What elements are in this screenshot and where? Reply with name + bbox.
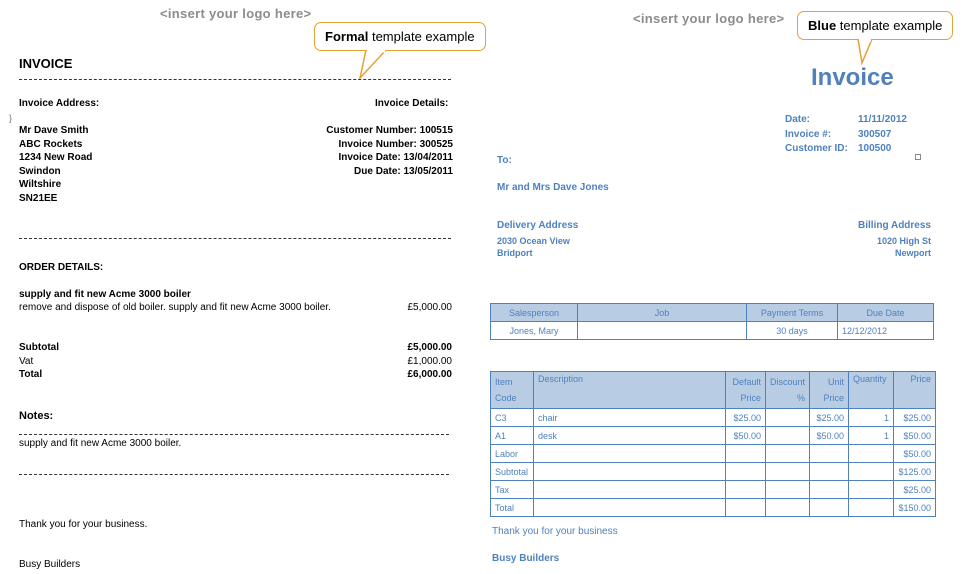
table-row xyxy=(491,427,936,445)
item-unit-price: $25.00 xyxy=(810,409,849,427)
formal-item-description: remove and dispose of old boiler. supply and fit new Acme 3000 boiler. xyxy=(19,302,331,313)
item-unit-price xyxy=(810,463,849,481)
formal-title: INVOICE xyxy=(19,56,73,71)
items-header-description: Description xyxy=(534,372,726,409)
formal-address-line: Mr Dave Smith xyxy=(19,125,89,136)
table-row xyxy=(491,445,936,463)
item-discount xyxy=(766,409,810,427)
job-cell-payment-terms: 30 days xyxy=(747,322,838,340)
item-default-price: $50.00 xyxy=(726,427,766,445)
blue-job-table xyxy=(490,303,934,340)
item-discount xyxy=(766,463,810,481)
blue-delivery-line: Bridport xyxy=(497,248,533,258)
item-default-price xyxy=(726,445,766,463)
item-price: $25.00 xyxy=(894,481,936,499)
formal-item-amount: £5,000.00 xyxy=(407,302,452,313)
item-description xyxy=(534,499,726,517)
item-unit-price xyxy=(810,445,849,463)
items-header-default-price-label: Price xyxy=(740,393,761,403)
formal-divider-1 xyxy=(19,79,451,80)
items-header-unit: Unit xyxy=(828,377,845,387)
item-discount xyxy=(766,445,810,463)
item-price: $50.00 xyxy=(894,445,936,463)
items-header-quantity: Quantity xyxy=(849,372,894,409)
formal-vat-value: £1,000.00 xyxy=(407,356,452,367)
item-quantity xyxy=(849,445,894,463)
item-unit-price xyxy=(810,499,849,517)
formal-callout-tail xyxy=(358,50,398,80)
formal-detail-line: Customer Number: 100515 xyxy=(326,125,453,136)
table-row xyxy=(491,463,936,481)
blue-meta-value: 100500 xyxy=(858,143,892,154)
blue-billing-address xyxy=(820,235,931,259)
formal-address-line: 1234 New Road xyxy=(19,152,93,163)
blue-meta-label: Date: xyxy=(785,114,811,125)
blue-logo-placeholder: <insert your logo here> xyxy=(633,11,785,26)
blue-meta-labels xyxy=(785,113,848,157)
item-description xyxy=(534,463,726,481)
formal-subtotal-label: Subtotal xyxy=(19,342,59,353)
formal-divider-2 xyxy=(19,238,451,239)
table-row xyxy=(491,304,934,322)
job-header-salesperson: Salesperson xyxy=(491,304,578,322)
table-row xyxy=(491,499,936,517)
formal-detail-line: Invoice Date: 13/04/2011 xyxy=(338,152,453,163)
formal-order-label: ORDER DETAILS: xyxy=(19,262,104,273)
table-row xyxy=(491,481,936,499)
job-cell-salesperson: Jones, Mary xyxy=(491,322,578,340)
blue-billing-label: Billing Address xyxy=(858,220,931,231)
formal-callout-bold: Formal xyxy=(325,29,369,44)
formal-detail-line: Due Date: 13/05/2011 xyxy=(354,165,453,177)
items-header-default-price xyxy=(726,372,766,409)
items-header-discount-label: Discount xyxy=(770,377,806,387)
blue-delivery-address xyxy=(497,235,570,259)
formal-address-line: ABC Rockets xyxy=(19,138,83,150)
formal-total-label: Total xyxy=(19,369,43,380)
blue-to-name: Mr and Mrs Dave Jones xyxy=(497,182,609,193)
blue-billing-line: Newport xyxy=(895,248,931,258)
blue-company: Busy Builders xyxy=(492,553,560,564)
item-price: $25.00 xyxy=(894,409,936,427)
item-default-price xyxy=(726,463,766,481)
items-header-price: Price xyxy=(894,372,936,409)
items-header-item-code xyxy=(491,372,534,409)
blue-title: Invoice xyxy=(811,64,894,91)
item-discount xyxy=(766,427,810,445)
formal-notes-label: Notes: xyxy=(19,410,54,422)
job-cell-job xyxy=(578,322,747,340)
item-default-price: $25.00 xyxy=(726,409,766,427)
blue-to-label: To: xyxy=(497,155,512,166)
formal-details-block xyxy=(300,124,453,178)
formal-item-title: supply and fit new Acme 3000 boiler xyxy=(19,289,191,300)
item-quantity xyxy=(849,463,894,481)
formal-vat-label: Vat xyxy=(19,356,34,367)
item-price: $125.00 xyxy=(894,463,936,481)
item-description xyxy=(534,481,726,499)
formal-divider-4 xyxy=(19,474,449,475)
formal-logo-placeholder: <insert your logo here> xyxy=(160,6,312,21)
blue-thanks: Thank you for your business xyxy=(492,526,618,537)
formal-company: Busy Builders xyxy=(19,559,81,570)
formal-address-line: SN21EE xyxy=(19,192,58,204)
formal-thanks: Thank you for your business. xyxy=(19,519,148,530)
formal-address-line: Swindon xyxy=(19,165,61,177)
job-cell-due-date: 12/12/2012 xyxy=(838,322,934,340)
blue-meta-value: 11/11/2012 xyxy=(858,114,907,125)
items-header-percent: % xyxy=(797,393,806,403)
item-default-price xyxy=(726,481,766,499)
formal-address-block xyxy=(19,124,92,205)
blue-callout-bold: Blue xyxy=(808,18,837,33)
item-quantity xyxy=(849,499,894,517)
item-code: C3 xyxy=(491,409,534,427)
formal-details-label: Invoice Details: xyxy=(375,98,449,109)
blue-callout-tail xyxy=(850,39,880,65)
item-price: $50.00 xyxy=(894,427,936,445)
items-header-default: Default xyxy=(732,377,761,387)
formal-total-value: £6,000.00 xyxy=(407,369,452,380)
formal-subtotal-value: £5,000.00 xyxy=(407,342,452,353)
items-header-discount xyxy=(766,372,810,409)
table-row xyxy=(491,409,936,427)
item-unit-price xyxy=(810,481,849,499)
formal-address-label: Invoice Address: xyxy=(19,98,100,109)
items-header-unit-price-label: Price xyxy=(823,393,845,403)
item-code: Labor xyxy=(491,445,534,463)
blue-callout xyxy=(797,11,953,40)
formal-notes-text: supply and fit new Acme 3000 boiler. xyxy=(19,438,182,449)
job-header-payment-terms: Payment Terms xyxy=(747,304,838,322)
blue-items-table xyxy=(490,371,936,517)
blue-delivery-line: 2030 Ocean View xyxy=(497,236,570,246)
items-header-item: Item xyxy=(495,377,513,387)
item-default-price xyxy=(726,499,766,517)
item-description: chair xyxy=(534,409,726,427)
item-code: Subtotal xyxy=(491,463,534,481)
item-code: A1 xyxy=(491,427,534,445)
item-price: $150.00 xyxy=(894,499,936,517)
formal-address-line: Wiltshire xyxy=(19,179,62,190)
formal-divider-3 xyxy=(19,434,449,435)
formal-callout-text: template example xyxy=(368,29,475,44)
text-cursor-mark: } xyxy=(9,113,13,123)
item-description xyxy=(534,445,726,463)
job-header-job: Job xyxy=(578,304,747,322)
formal-callout xyxy=(314,22,486,51)
blue-delivery-label: Delivery Address xyxy=(497,220,579,231)
blue-billing-line: 1020 High St xyxy=(876,236,931,246)
item-unit-price: $50.00 xyxy=(810,427,849,445)
item-code: Total xyxy=(491,499,534,517)
item-discount xyxy=(766,481,810,499)
job-header-due-date: Due Date xyxy=(838,304,934,322)
items-header-unit-price xyxy=(810,372,849,409)
blue-callout-text: template example xyxy=(836,18,943,33)
item-quantity: 1 xyxy=(849,409,894,427)
items-header-code: Code xyxy=(495,393,517,403)
table-row xyxy=(491,322,934,340)
item-discount xyxy=(766,499,810,517)
item-quantity xyxy=(849,481,894,499)
blue-meta-label: Customer ID: xyxy=(785,143,848,154)
resize-handle-icon[interactable] xyxy=(915,154,921,160)
formal-detail-line: Invoice Number: 300525 xyxy=(338,138,453,150)
blue-meta-label: Invoice #: xyxy=(785,128,832,140)
item-code: Tax xyxy=(491,481,534,499)
blue-meta-value: 300507 xyxy=(858,128,892,140)
item-description: desk xyxy=(534,427,726,445)
blue-meta-values xyxy=(858,113,907,157)
table-row xyxy=(491,372,936,409)
item-quantity: 1 xyxy=(849,427,894,445)
